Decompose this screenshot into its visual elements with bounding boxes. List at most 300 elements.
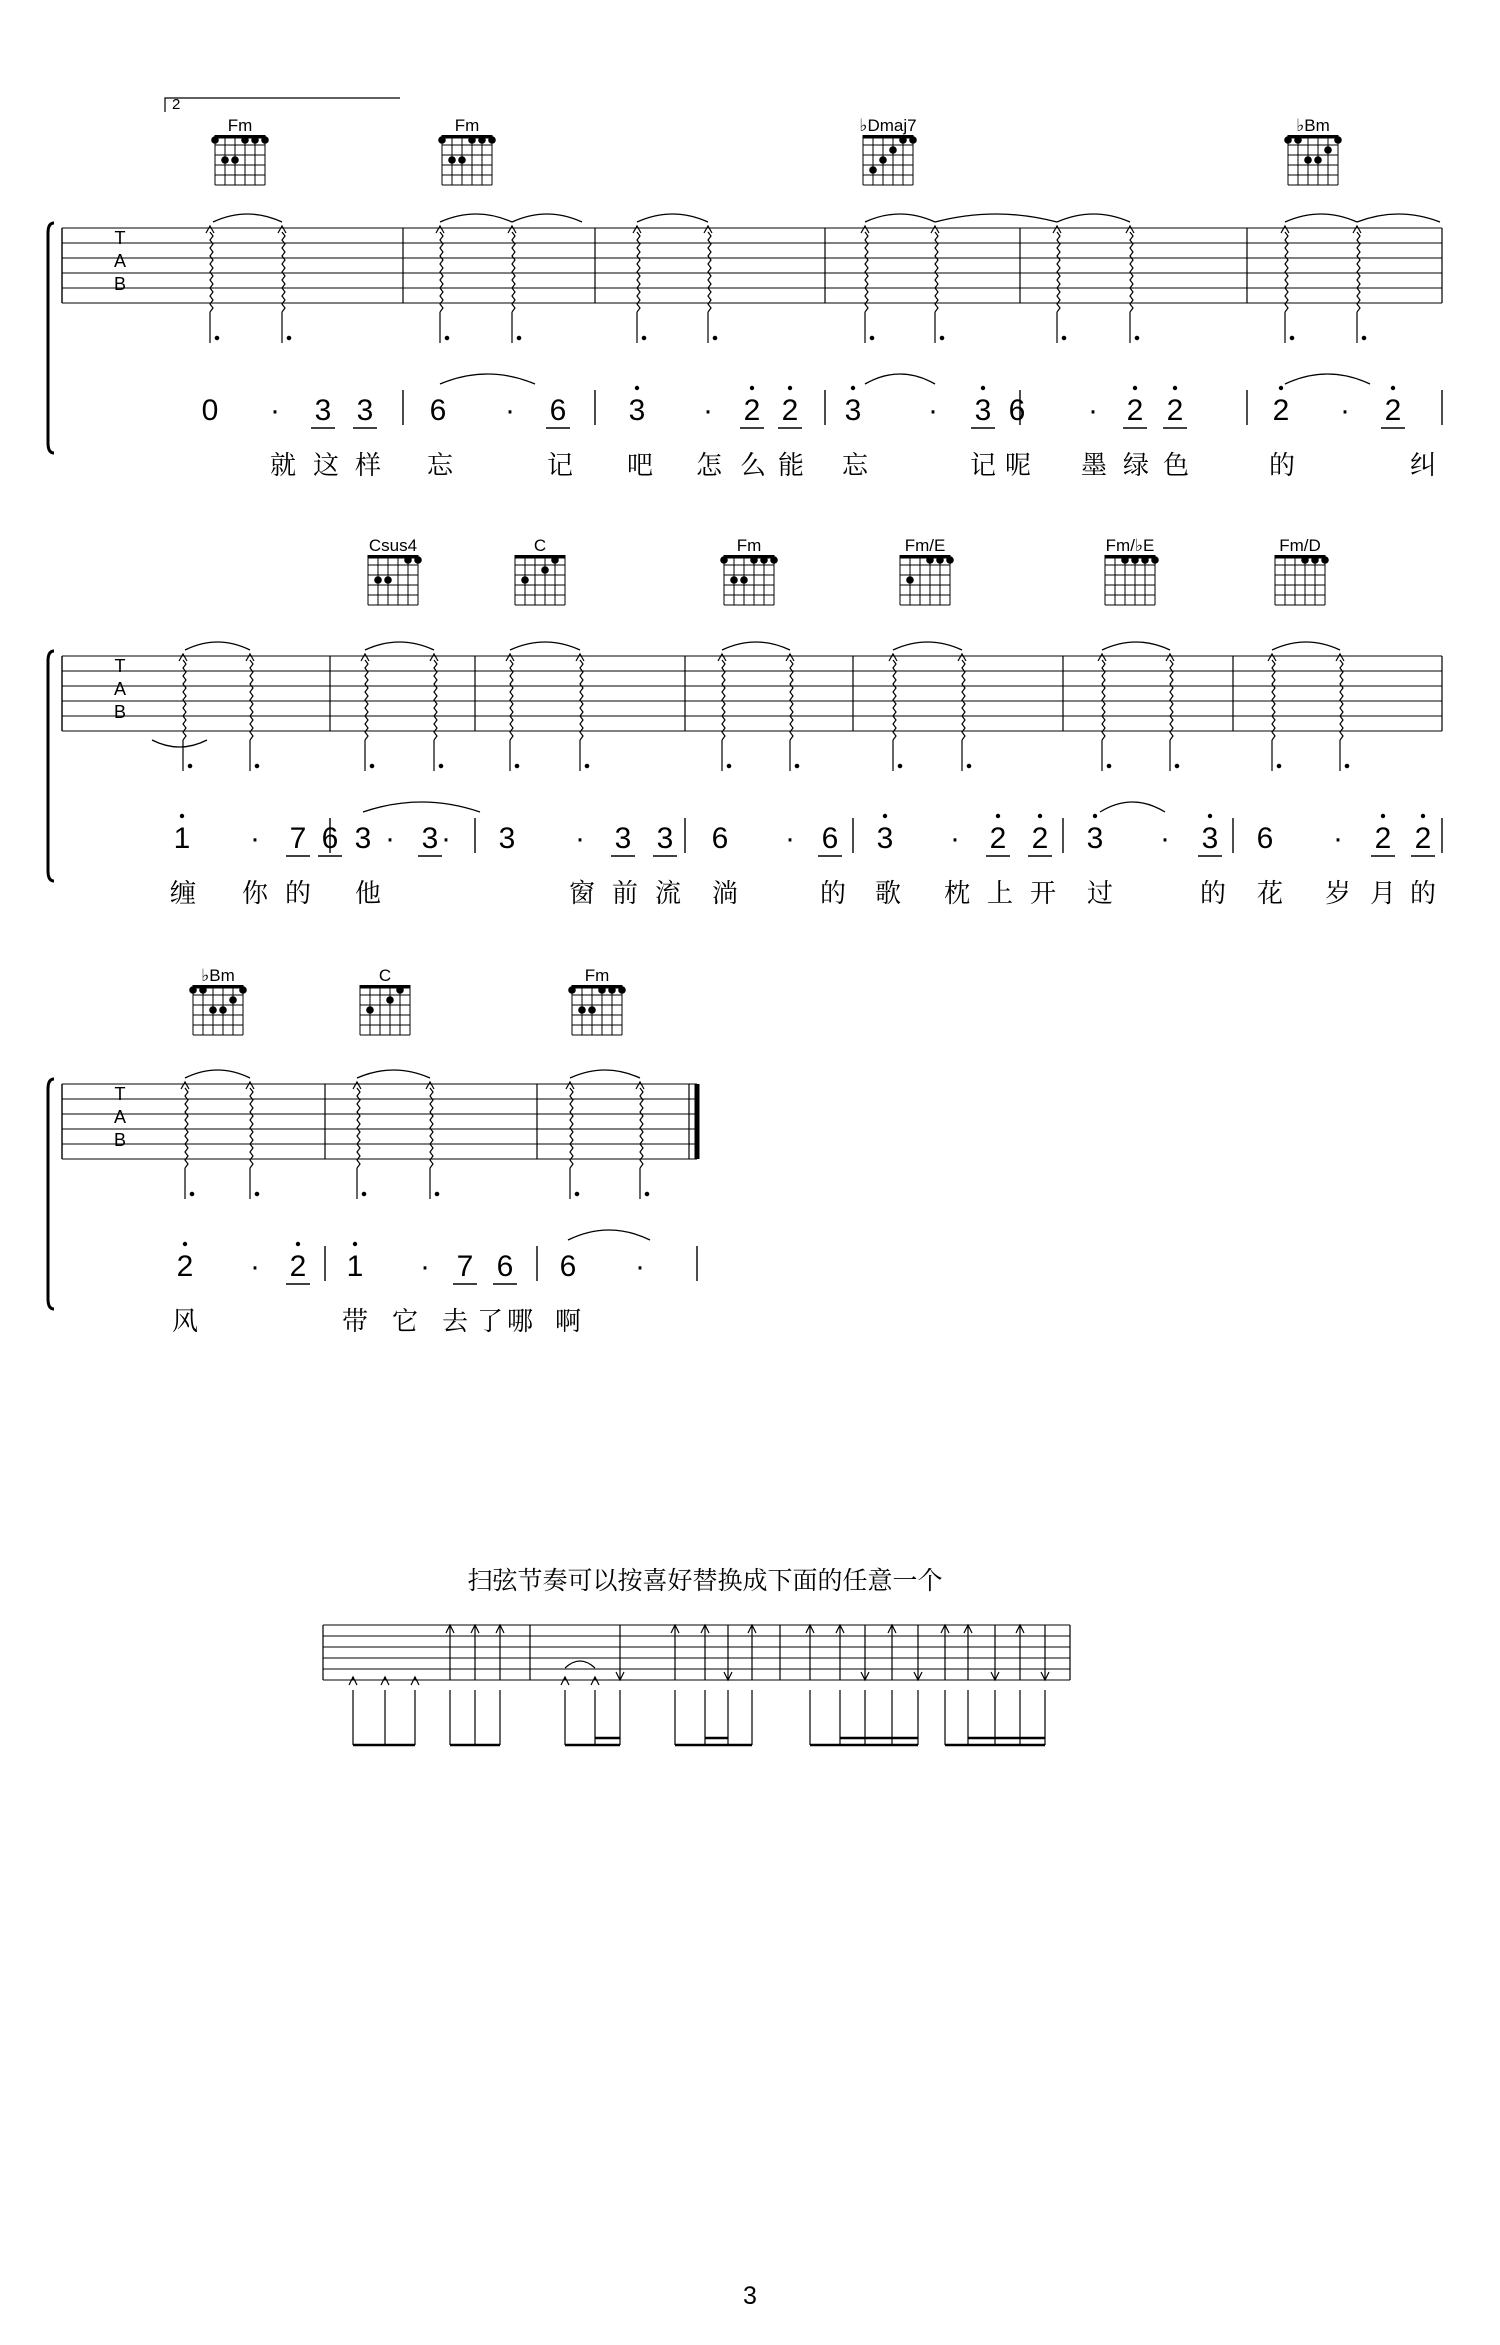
octave-dot xyxy=(981,386,985,390)
chord-dot xyxy=(740,576,748,584)
chord-diagram xyxy=(211,116,269,185)
rhythm-dot xyxy=(1175,764,1179,768)
tab-clef-letter: B xyxy=(113,1130,127,1150)
strum-arrowhead xyxy=(718,654,726,661)
chord-dot xyxy=(251,136,259,144)
rhythm-dot xyxy=(370,764,374,768)
strum-mark xyxy=(637,232,640,312)
page-number: 3 xyxy=(743,2282,757,2310)
chord-dot xyxy=(926,556,934,564)
strum-arrowhead xyxy=(1281,226,1289,233)
strum-mark xyxy=(790,660,793,740)
tab-clef-letter: B xyxy=(113,702,127,722)
chord-diagram xyxy=(368,536,422,605)
strum-arrowhead xyxy=(1126,226,1134,233)
rhythm-dot xyxy=(188,764,192,768)
chord-dot xyxy=(1334,136,1342,144)
chord-dot xyxy=(720,556,728,564)
notation-note: 2 xyxy=(1374,822,1392,855)
notation-and-lyrics xyxy=(114,228,1436,1337)
lyric-char: 忘 xyxy=(841,451,869,481)
rhythm-dot xyxy=(255,764,259,768)
lyric-char: 歌 xyxy=(874,879,902,909)
lyric-char: 色 xyxy=(1162,451,1190,481)
strum-mark xyxy=(250,1088,253,1168)
tab-clef-letter: A xyxy=(113,251,127,271)
strum-arrowhead xyxy=(508,226,516,233)
chord-diagram xyxy=(360,966,410,1035)
notation-note: · xyxy=(250,1250,260,1283)
chord-dot xyxy=(869,166,877,174)
chord-dot xyxy=(879,156,887,164)
notation-note: 1 xyxy=(346,1250,364,1283)
tie-arc xyxy=(1285,214,1357,222)
strum-arrowhead xyxy=(1053,226,1061,233)
chord-dot xyxy=(386,996,394,1004)
octave-dot xyxy=(883,814,887,818)
strum-mark xyxy=(512,232,515,312)
octave-dot xyxy=(1173,386,1177,390)
notation-note: 0 xyxy=(201,394,219,427)
lyric-char: 就 xyxy=(269,451,297,481)
notation-note: 2 xyxy=(1414,822,1432,855)
tab-clef-letter: T xyxy=(114,228,126,248)
strum-mark xyxy=(510,660,513,740)
chord-dot xyxy=(770,556,778,564)
octave-dot xyxy=(180,814,184,818)
chord-dot xyxy=(478,136,486,144)
tab-clef-letter: A xyxy=(113,1107,127,1127)
rhythm-dot xyxy=(517,336,521,340)
strum-arrowhead xyxy=(506,654,514,661)
strum-mark xyxy=(865,232,868,312)
notation-note: 2 xyxy=(289,1250,307,1283)
rhythm-title: 扫弦节奏可以按喜好替换成下面的任意一个 xyxy=(467,1566,943,1595)
chord-dot xyxy=(578,1006,586,1014)
rhythm-dot xyxy=(215,336,219,340)
lyric-char: 淌 xyxy=(711,879,739,909)
rhythm-dot xyxy=(445,336,449,340)
chord-name: ♭Bm xyxy=(201,966,235,985)
lyric-char: 你 xyxy=(241,879,269,909)
rhythm-dot xyxy=(1277,764,1281,768)
lyric-char: 忘 xyxy=(426,451,454,481)
chord-dot xyxy=(889,146,897,154)
chord-diagram xyxy=(568,966,626,1035)
chord-dot xyxy=(404,556,412,564)
octave-dot xyxy=(1133,386,1137,390)
strum-arrowhead xyxy=(278,226,286,233)
rhythm-dot xyxy=(362,1192,366,1196)
strum-arrowhead xyxy=(426,1082,434,1089)
strum-mark xyxy=(365,660,368,740)
notation-note: · xyxy=(420,1250,430,1283)
chord-name: Fm xyxy=(736,536,762,555)
rhythm-dot xyxy=(1107,764,1111,768)
notation-note: · xyxy=(1340,394,1350,427)
notation-slur xyxy=(363,802,480,812)
chord-dot xyxy=(1294,136,1302,144)
rhythm-dot xyxy=(575,1192,579,1196)
rhythm-dot xyxy=(645,1192,649,1196)
tie-arc xyxy=(185,1070,250,1078)
chord-dot xyxy=(618,986,626,994)
notation-note: 6 xyxy=(559,1250,577,1283)
tie-arc xyxy=(1057,214,1130,222)
strum-arrowhead xyxy=(566,1082,574,1089)
notation-slur xyxy=(440,374,535,384)
lyric-char: 它 xyxy=(391,1307,419,1337)
strum-arrowhead xyxy=(958,654,966,661)
chord-dot xyxy=(488,136,496,144)
notation-note: · xyxy=(505,394,515,427)
lyric-char: 去 xyxy=(441,1307,469,1337)
chord-dot xyxy=(909,136,917,144)
strum-mark xyxy=(357,1088,360,1168)
chord-dot xyxy=(241,136,249,144)
arrowhead xyxy=(591,1677,599,1685)
lyric-char: 呢 xyxy=(1004,451,1032,481)
system-brace xyxy=(48,1079,54,1309)
notation-note: · xyxy=(785,822,795,855)
volta-number: 2 xyxy=(172,96,181,113)
strum-mark xyxy=(1057,232,1060,312)
chord-dot xyxy=(568,986,576,994)
strum-mark xyxy=(1340,660,1343,740)
chord-diagram xyxy=(515,536,565,605)
rhythm-dot xyxy=(1362,336,1366,340)
notation-note: 6 xyxy=(429,394,447,427)
notation-note: 3 xyxy=(628,394,646,427)
tie-arc xyxy=(1102,642,1170,650)
strum-mark xyxy=(250,660,253,740)
notation-slur xyxy=(865,374,935,384)
notation-note: 3 xyxy=(844,394,862,427)
arrowhead xyxy=(349,1677,357,1685)
chord-diagram xyxy=(1284,116,1342,185)
octave-dot xyxy=(851,386,855,390)
notation-note: · xyxy=(635,1250,645,1283)
notation-note: · xyxy=(1333,822,1343,855)
lyric-char: 墨 xyxy=(1080,451,1108,481)
chord-name: ♭Dmaj7 xyxy=(859,116,917,135)
octave-dot xyxy=(296,1242,300,1246)
rhythm-dot xyxy=(435,1192,439,1196)
lyric-char: 的 xyxy=(819,879,847,909)
arrowhead xyxy=(411,1677,419,1685)
strum-mark xyxy=(1285,232,1288,312)
chord-dot xyxy=(229,996,237,1004)
notation-note: 2 xyxy=(989,822,1007,855)
rhythm-dot xyxy=(870,336,874,340)
notation-note: 2 xyxy=(176,1250,194,1283)
rhythm-dot xyxy=(287,336,291,340)
lyric-char: 样 xyxy=(354,451,382,481)
strum-mark xyxy=(282,232,285,312)
chord-dot xyxy=(448,156,456,164)
tie-arc xyxy=(357,1070,430,1078)
notation-note: · xyxy=(950,822,960,855)
chord-diagram xyxy=(900,536,954,605)
strum-mark xyxy=(1357,232,1360,312)
lyric-char: 么 xyxy=(739,451,767,481)
strum-mark xyxy=(640,1088,643,1168)
octave-dot xyxy=(788,386,792,390)
octave-dot xyxy=(1038,814,1042,818)
strum-mark xyxy=(185,1088,188,1168)
lyric-char: 的 xyxy=(1409,879,1437,909)
lyric-char: 这 xyxy=(312,451,340,481)
chord-dot xyxy=(1321,556,1329,564)
lyric-char: 上 xyxy=(986,879,1014,909)
notation-note: · xyxy=(385,822,395,855)
chord-dot xyxy=(366,1006,374,1014)
chord-dot xyxy=(384,576,392,584)
chord-dot xyxy=(760,556,768,564)
strum-arrowhead xyxy=(246,654,254,661)
strum-arrowhead xyxy=(361,654,369,661)
chord-dot xyxy=(396,986,404,994)
chord-name: Fm/D xyxy=(1279,536,1321,555)
rhythm-dot xyxy=(439,764,443,768)
chord-name: C xyxy=(533,536,547,555)
lyric-char: 的 xyxy=(1268,451,1296,481)
notation-slur xyxy=(1100,802,1165,812)
strum-arrowhead xyxy=(179,654,187,661)
lyric-char: 带 xyxy=(341,1307,369,1337)
tab-clef-letter: T xyxy=(114,656,126,676)
chord-dot xyxy=(438,136,446,144)
lyric-char: 吧 xyxy=(626,451,654,481)
notation-note: · xyxy=(270,394,280,427)
strum-arrowhead xyxy=(1353,226,1361,233)
tie-arc xyxy=(935,214,1057,222)
chord-name: Fm xyxy=(454,116,480,135)
strum-arrowhead xyxy=(246,1082,254,1089)
octave-dot xyxy=(1279,386,1283,390)
strum-arrowhead xyxy=(353,1082,361,1089)
octave-dot xyxy=(183,1242,187,1246)
lyric-char: 流 xyxy=(654,879,682,909)
notation-note: 6 xyxy=(711,822,729,855)
chord-dot xyxy=(1141,556,1149,564)
octave-dot xyxy=(750,386,754,390)
chord-diagram xyxy=(189,966,247,1035)
chord-dot xyxy=(211,136,219,144)
notation-note: · xyxy=(250,822,260,855)
tie-arc xyxy=(893,642,962,650)
tie-arc-incoming xyxy=(152,740,207,747)
chord-name: ♭Bm xyxy=(1296,116,1330,135)
rhythm-dot xyxy=(190,1192,194,1196)
strum-arrowhead xyxy=(576,654,584,661)
notation-note: 2 xyxy=(1384,394,1402,427)
system-brace xyxy=(48,223,54,453)
chord-dot xyxy=(199,986,207,994)
chord-dot xyxy=(468,136,476,144)
notation-note: 3 xyxy=(421,822,439,855)
lyric-char: 前 xyxy=(611,879,639,909)
tie-arc xyxy=(365,642,434,650)
tie-arc xyxy=(213,214,282,222)
chord-dot xyxy=(239,986,247,994)
chord-name: Csus4 xyxy=(368,536,418,555)
notation-note: 3 xyxy=(1201,822,1219,855)
chord-dot xyxy=(608,986,616,994)
strum-arrowhead xyxy=(861,226,869,233)
strum-mark xyxy=(580,660,583,740)
chord-dot xyxy=(730,576,738,584)
volta-bracket xyxy=(165,98,400,112)
strum-mark xyxy=(434,660,437,740)
notation-note: 7 xyxy=(289,822,307,855)
chord-dot xyxy=(1284,136,1292,144)
lyric-char: 记 xyxy=(546,451,574,481)
chord-dot xyxy=(189,986,197,994)
notation-note: 6 xyxy=(1256,822,1274,855)
notation-note: · xyxy=(575,822,585,855)
octave-dot xyxy=(1093,814,1097,818)
lyric-char: 记 xyxy=(969,451,997,481)
rhythm-dot xyxy=(255,1192,259,1196)
lyric-char: 啊 xyxy=(554,1307,582,1337)
system-brace xyxy=(48,651,54,881)
notation-note: 3 xyxy=(356,394,374,427)
lyric-char: 过 xyxy=(1086,879,1114,909)
notation-note: 2 xyxy=(1126,394,1144,427)
chord-dot xyxy=(1324,146,1332,154)
tie-arc xyxy=(865,214,935,222)
rhythm-dot xyxy=(967,764,971,768)
octave-dot xyxy=(1421,814,1425,818)
rhythm-dot xyxy=(1345,764,1349,768)
chord-dot xyxy=(458,156,466,164)
notation-slur xyxy=(1285,374,1370,384)
strum-arrowhead xyxy=(1166,654,1174,661)
strum-arrowhead xyxy=(1098,654,1106,661)
lyric-char: 风 xyxy=(171,1307,199,1337)
strum-mark xyxy=(430,1088,433,1168)
chord-name: Fm xyxy=(584,966,610,985)
rhythm-tie xyxy=(565,1661,595,1668)
notation-note: 3 xyxy=(1086,822,1104,855)
chord-name: C xyxy=(378,966,392,985)
notation-note: 3 xyxy=(354,822,372,855)
arrowhead xyxy=(561,1677,569,1685)
chord-diagram xyxy=(859,116,916,185)
chord-dot xyxy=(899,136,907,144)
tie-arc xyxy=(1357,214,1440,222)
tab-clef-letter: A xyxy=(113,679,127,699)
tie-arc xyxy=(722,642,790,650)
notation-note: 6 xyxy=(1008,394,1026,427)
strum-arrowhead xyxy=(931,226,939,233)
chord-name: Fm/♭E xyxy=(1105,536,1155,555)
strum-mark xyxy=(570,1088,573,1168)
chord-dot xyxy=(1131,556,1139,564)
strum-mark xyxy=(935,232,938,312)
rhythm-dot xyxy=(713,336,717,340)
tie-arc xyxy=(1272,642,1340,650)
chord-diagram xyxy=(1105,536,1159,605)
notation-note: 7 xyxy=(456,1250,474,1283)
rhythm-dot xyxy=(795,764,799,768)
strum-mark xyxy=(1130,232,1133,312)
chord-dot xyxy=(946,556,954,564)
lyric-char: 了 xyxy=(476,1307,504,1337)
strum-arrowhead xyxy=(636,1082,644,1089)
notation-note: 6 xyxy=(496,1250,514,1283)
chord-dot xyxy=(598,986,606,994)
lyric-char: 月 xyxy=(1369,879,1397,909)
strum-mark xyxy=(962,660,965,740)
notation-note: · xyxy=(441,822,451,855)
notation-note: 3 xyxy=(314,394,332,427)
tie-arc xyxy=(512,214,582,222)
octave-dot xyxy=(1391,386,1395,390)
notation-note: · xyxy=(1160,822,1170,855)
chord-dot xyxy=(1314,156,1322,164)
octave-dot xyxy=(1381,814,1385,818)
lyric-char: 花 xyxy=(1256,879,1284,909)
notation-note: 1 xyxy=(173,822,191,855)
notation-slur xyxy=(568,1230,650,1240)
notation-note: · xyxy=(1088,394,1098,427)
rhythm-dot xyxy=(1290,336,1294,340)
chord-dot xyxy=(231,156,239,164)
chord-dot xyxy=(1304,156,1312,164)
chord-dot xyxy=(1311,556,1319,564)
rhythm-dot xyxy=(642,336,646,340)
lyric-char: 岁 xyxy=(1324,879,1352,909)
strum-mark xyxy=(210,232,213,312)
notation-note: 3 xyxy=(656,822,674,855)
chord-diagram xyxy=(1275,536,1329,605)
tie-arc xyxy=(637,214,708,222)
chord-dot xyxy=(1301,556,1309,564)
octave-dot xyxy=(1208,814,1212,818)
chord-name: Fm/E xyxy=(904,536,946,555)
strum-mark xyxy=(1170,660,1173,740)
strum-arrowhead xyxy=(1336,654,1344,661)
chord-name: Fm xyxy=(227,116,253,135)
notation-note: 2 xyxy=(1166,394,1184,427)
chord-dot xyxy=(374,576,382,584)
notation-note: 2 xyxy=(743,394,761,427)
notation-note: 6 xyxy=(549,394,567,427)
rhythm-dot xyxy=(940,336,944,340)
notation-note: 3 xyxy=(614,822,632,855)
strum-mark xyxy=(440,232,443,312)
notation-note: · xyxy=(703,394,713,427)
octave-dot xyxy=(635,386,639,390)
chord-dot xyxy=(936,556,944,564)
tie-arc xyxy=(440,214,512,222)
tab-clef-letter: B xyxy=(113,274,127,294)
lyric-char: 他 xyxy=(354,879,382,909)
lyric-char: 纠 xyxy=(1409,451,1437,481)
chord-dot xyxy=(221,156,229,164)
tie-arc xyxy=(510,642,580,650)
chord-dot xyxy=(521,576,529,584)
strum-arrowhead xyxy=(206,226,214,233)
lyric-char: 枕 xyxy=(943,879,971,909)
tab-clef-letter: T xyxy=(114,1084,126,1104)
strum-arrowhead xyxy=(786,654,794,661)
chord-dot xyxy=(588,1006,596,1014)
octave-dot xyxy=(353,1242,357,1246)
chord-dot xyxy=(750,556,758,564)
